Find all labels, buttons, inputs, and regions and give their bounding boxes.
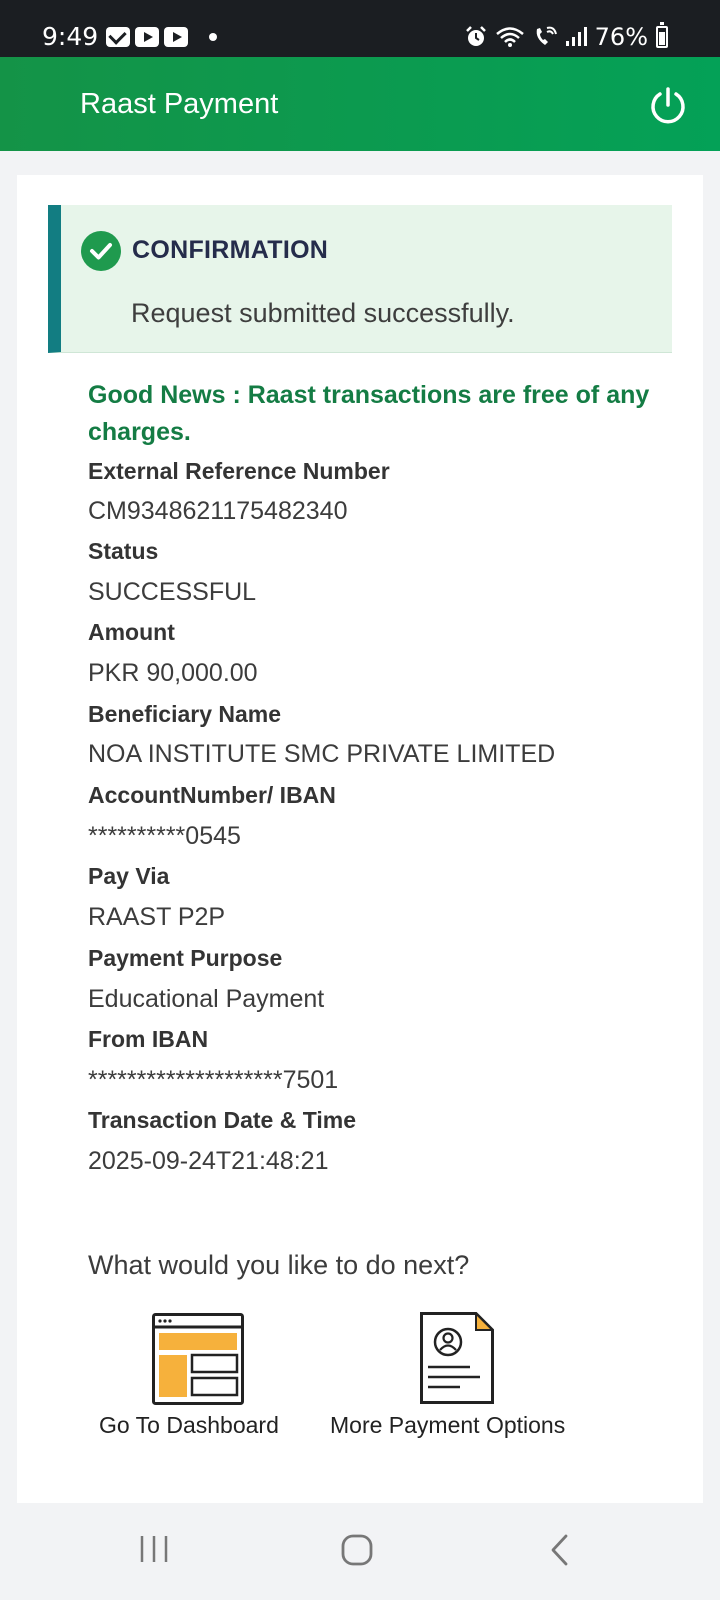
next-steps-heading: What would you like to do next? [88,1250,470,1280]
detail-label-status: Status [88,538,159,564]
detail-label-amount: Amount [88,619,175,645]
status-bar [0,0,720,57]
home-icon[interactable] [340,1533,374,1567]
youtube-icon [164,27,188,47]
battery-percent: 76% [594,23,648,51]
confirmation-message: Request submitted successfully. [131,298,515,328]
payment-document-icon[interactable] [420,1312,494,1404]
youtube-icon [135,27,159,47]
detail-value-external-reference: CM9348621175482340 [88,497,348,525]
signal-icon [565,26,587,48]
status-notification-icons [106,27,217,47]
detail-label-beneficiary-name: Beneficiary Name [88,701,282,727]
dashboard-icon[interactable] [152,1313,244,1405]
more-payment-options-button[interactable]: More Payment Options [330,1412,566,1438]
battery-icon [656,26,668,48]
detail-value-transaction-date: 2025-09-24T21:48:21 [88,1147,329,1175]
detail-label-payment-purpose: Payment Purpose [88,945,283,971]
mail-icon [106,27,130,47]
check-circle-icon [81,231,121,271]
detail-label-transaction-date: Transaction Date & Time [88,1107,356,1133]
confirmation-banner [48,205,672,353]
status-system-icons [465,22,668,52]
recent-apps-icon[interactable] [137,1533,173,1565]
more-notifications-icon [209,33,217,41]
confirmation-title: CONFIRMATION [132,236,329,264]
detail-value-beneficiary-name: NOA INSTITUTE SMC PRIVATE LIMITED [88,740,556,768]
detail-value-account-iban: **********0545 [88,822,241,850]
detail-value-status: SUCCESSFUL [88,578,257,606]
page-title: Raast Payment [80,88,279,120]
app-header [0,57,720,151]
good-news-notice: Good News : Raast transactions are free of any charges. [88,381,650,446]
wifi-icon [495,26,525,48]
back-icon[interactable] [548,1533,572,1567]
go-to-dashboard-button[interactable]: Go To Dashboard [99,1412,279,1438]
detail-value-from-iban: ********************7501 [88,1066,339,1094]
status-time: 9:49 [42,22,99,51]
detail-label-from-iban: From IBAN [88,1026,209,1052]
power-icon[interactable] [648,86,688,126]
detail-value-payment-purpose: Educational Payment [88,985,325,1013]
detail-value-pay-via: RAAST P2P [88,903,226,931]
detail-label-account-iban: AccountNumber/ IBAN [88,782,336,808]
alarm-icon [465,26,487,48]
detail-label-pay-via: Pay Via [88,863,170,889]
detail-label-external-reference: External Reference Number [88,458,390,484]
wifi-calling-icon [533,26,557,48]
detail-value-amount: PKR 90,000.00 [88,659,258,687]
